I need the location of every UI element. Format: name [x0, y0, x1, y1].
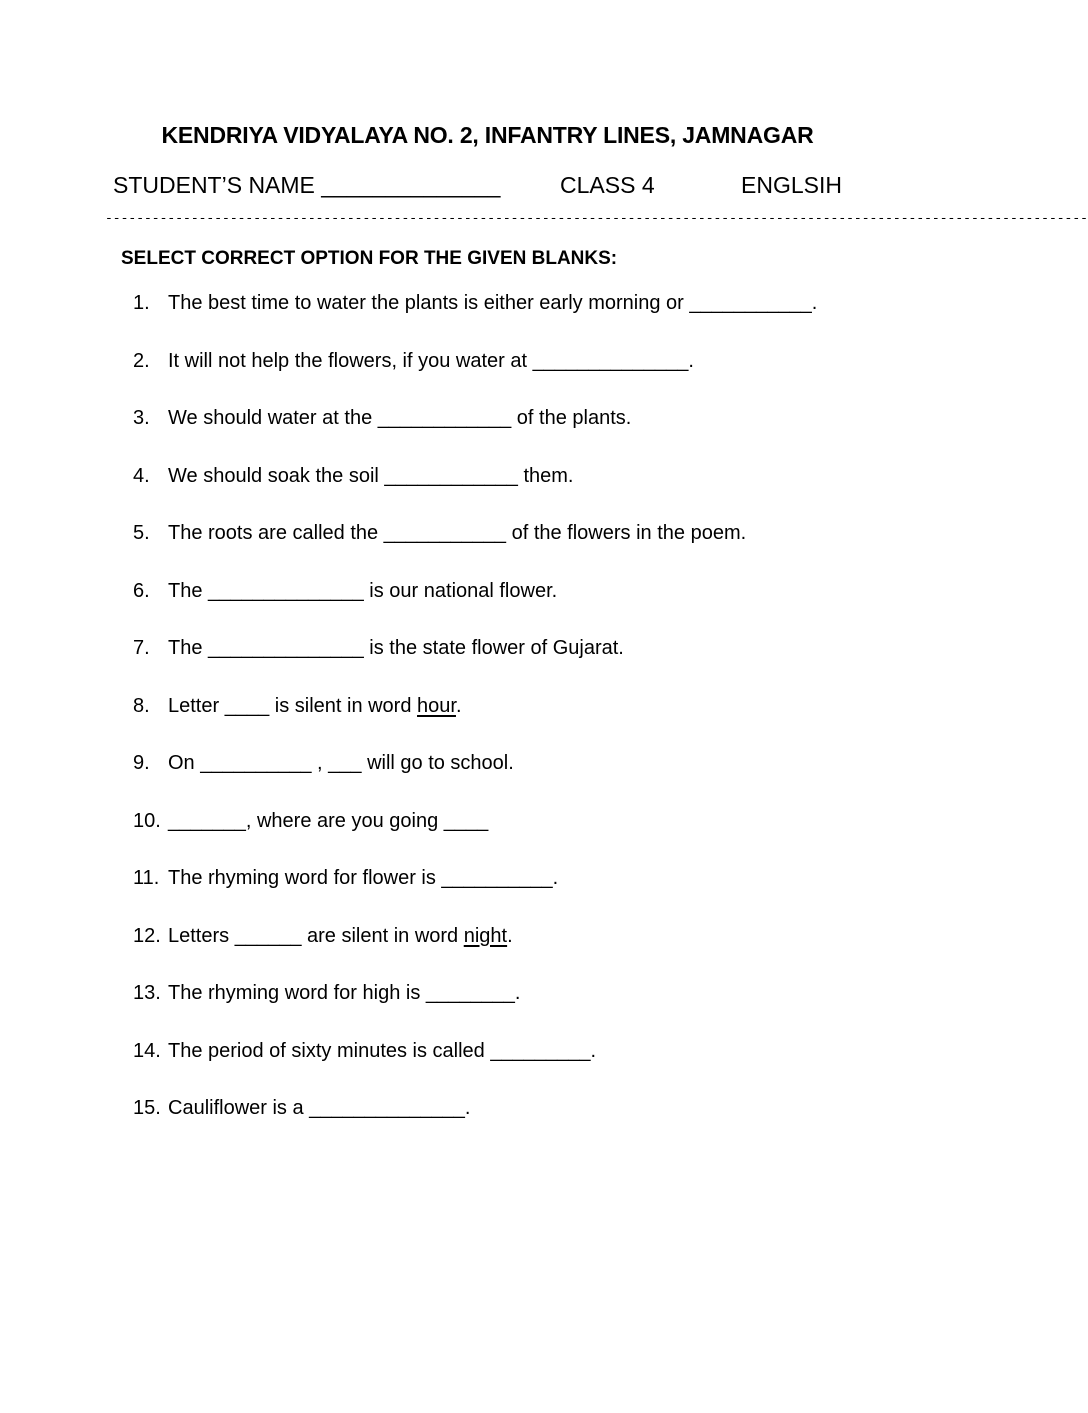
question-text [168, 465, 573, 488]
question-number: 3. [133, 407, 150, 429]
question-number: 10. [133, 809, 161, 832]
question-number: 7. [133, 637, 150, 659]
question-text [168, 292, 817, 315]
question-text [168, 522, 746, 545]
question-number: 2. [133, 349, 150, 372]
student-name-label: STUDENT’S NAME ______________ [113, 172, 501, 198]
question-text [168, 695, 462, 718]
question-text-main: On __________ , ___ will go to school. [168, 752, 514, 774]
question-number: 4. [133, 464, 150, 487]
question-text-main: _______, where are you going ____ [168, 809, 489, 832]
question-text-main: Cauliflower is a ______________. [168, 1097, 471, 1119]
question-number: 11. [133, 867, 160, 889]
question-text [168, 1097, 470, 1120]
question-text-end: . [507, 924, 513, 947]
question-text-main: The ______________ is our national flower. [168, 579, 558, 602]
question-text [168, 350, 694, 373]
question-number: 12. [133, 924, 161, 947]
question-text [168, 580, 557, 603]
question-number: 14. [133, 1039, 161, 1062]
instruction-heading: SELECT CORRECT OPTION FOR THE GIVEN BLANKS: [121, 248, 618, 269]
question-text [168, 810, 488, 833]
question-text-main: We should water at the ____________ of the plants. [168, 407, 632, 429]
question-number: 13. [133, 982, 161, 1004]
question-text-main: Letter ____ is silent in word [168, 694, 418, 717]
school-title: KENDRIYA VIDYALAYA NO. 2, INFANTRY LINES, JAMNAGAR [161, 122, 814, 148]
question-text-main: Letters ______ are silent in word [168, 924, 464, 947]
question-text-end: . [455, 694, 462, 717]
underlined-word: night [463, 924, 508, 947]
question-text-main: We should soak the soil ____________ them. [168, 464, 574, 487]
question-number: 5. [133, 522, 150, 544]
question-text [168, 752, 514, 775]
question-number: 8. [133, 694, 150, 717]
question-text-main: It will not help the flowers, if you water at ______________. [168, 349, 694, 372]
question-number: 6. [133, 579, 150, 602]
question-text [168, 1040, 596, 1063]
question-text-main: The rhyming word for flower is __________. [168, 867, 559, 889]
subject-label: ENGLSIH [741, 172, 842, 198]
dashed-separator: ------------------------------------------------------------------------------------------------------------------------------ [105, 211, 1088, 226]
question-number: 9. [133, 752, 150, 774]
question-text [168, 867, 558, 890]
question-text [168, 407, 631, 430]
class-label: CLASS 4 [560, 172, 655, 198]
question-text-main: The rhyming word for high is ________. [168, 982, 521, 1004]
underlined-word: hour [417, 694, 456, 717]
question-text-main: The best time to water the plants is either early morning or ___________. [168, 292, 818, 314]
question-number: 15. [133, 1097, 161, 1119]
question-number: 1. [133, 292, 150, 314]
question-text [168, 982, 520, 1005]
question-text-main: The roots are called the ___________ of the flowers in the poem. [168, 522, 747, 544]
question-text [168, 925, 513, 948]
question-text [168, 637, 624, 660]
question-text-main: The ______________ is the state flower of Gujarat. [168, 637, 624, 659]
question-text-main: The period of sixty minutes is called _________. [168, 1039, 597, 1062]
